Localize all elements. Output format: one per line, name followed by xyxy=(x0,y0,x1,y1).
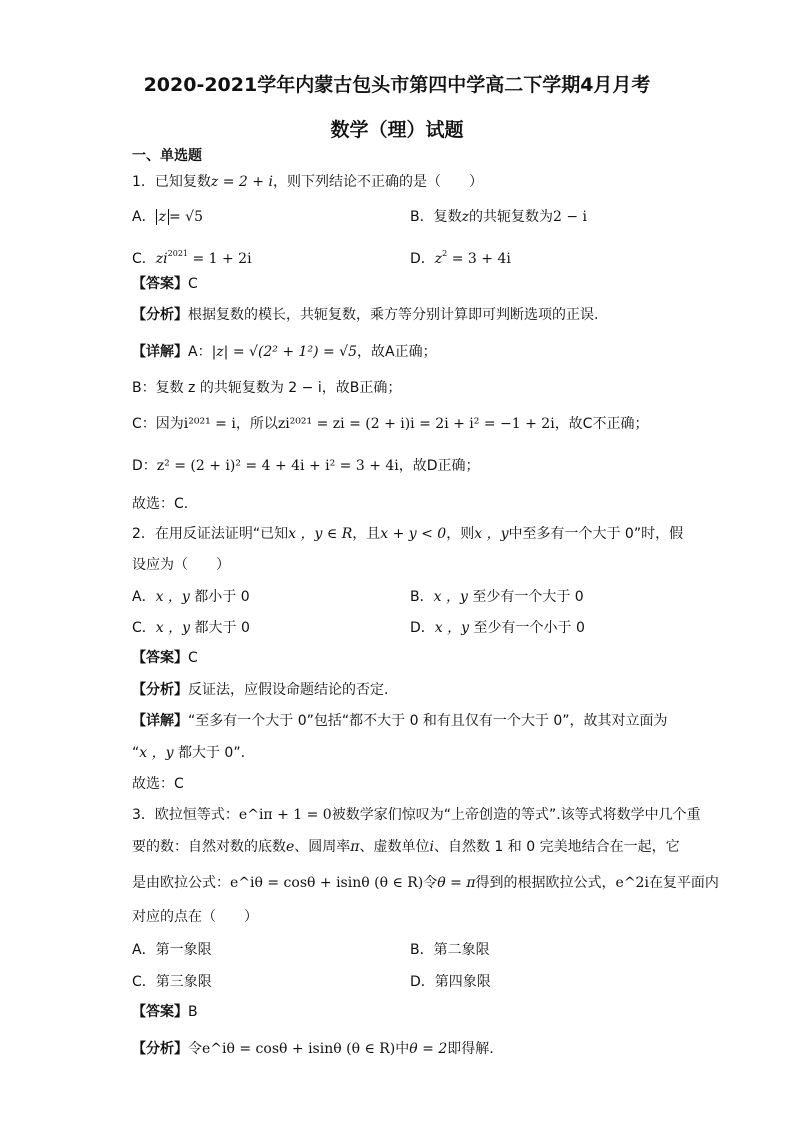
q1-answer-value: C xyxy=(188,276,198,292)
q1-option-d-rhs: = 3 + 4i xyxy=(451,251,511,267)
analysis-label: 【分析】 xyxy=(132,307,188,323)
q3-stem-line3-pre: 是由欧拉公式： xyxy=(132,875,230,891)
q2-stem-vars: x ，y ∈ R xyxy=(288,526,353,542)
q2-stem-vars2: x ，y xyxy=(474,526,509,542)
q2-detail-line2 xyxy=(132,743,245,763)
q3-analysis-mid: 中 xyxy=(395,1041,410,1057)
q1-detail-a-pre: A： xyxy=(188,344,212,360)
q2-option-d-label: D． xyxy=(410,620,435,636)
q3-analysis-cond: θ = 2 xyxy=(409,1041,448,1057)
q1-detail-a-expr: |z| = √(2² + 1²) = √5 xyxy=(211,344,357,360)
q2-analysis xyxy=(132,680,388,700)
analysis-label: 【分析】 xyxy=(132,1041,188,1057)
q2-detail-line1-text: “至多有一个大于 0”包括“都不大于 0 和有且仅有一个大于 0”，故其对立面为 xyxy=(188,713,668,729)
q2-stem-pre: 2．在用反证法证明“已知 xyxy=(132,526,289,542)
q2-option-c-label: C． xyxy=(132,620,156,636)
q2-stem-post: 中至多有一个大于 0”时，假 xyxy=(508,526,684,542)
analysis-label: 【分析】 xyxy=(132,682,188,698)
q3-analysis-post: 即得解. xyxy=(447,1041,494,1057)
q2-stem-mid1: ，且 xyxy=(352,526,381,542)
detail-label: 【详解】 xyxy=(132,344,188,360)
q1-answer xyxy=(132,274,198,294)
answer-label: 【答案】 xyxy=(132,1004,188,1020)
section-heading: 一、单选题 xyxy=(132,148,202,164)
q1-detail-d xyxy=(132,456,480,476)
q1-option-c-sup: 2021 xyxy=(167,249,188,258)
q2-option-c-vars: x ，y xyxy=(155,620,191,636)
q2-conclusion: 故选：C xyxy=(132,776,184,792)
q3-stem-line3-post: 得到的根据欧拉公式， xyxy=(475,875,616,891)
q3-analysis xyxy=(132,1039,494,1059)
q1-option-d xyxy=(410,244,511,269)
q3-stem-line1 xyxy=(132,805,701,825)
q1-option-d-base: z xyxy=(434,251,443,267)
q1-option-c-rhs: = 1 + 2i xyxy=(192,251,252,267)
q1-option-a-label: A． xyxy=(132,209,156,225)
q2-stem-cond: x + y < 0 xyxy=(380,526,447,542)
q2-detail-line2-post: 都大于 0”. xyxy=(177,745,246,761)
q3-stem-line2-post: 、自然数 1 和 0 完美地结合在一起，它 xyxy=(433,839,680,855)
q2-option-b-vars: x ，y xyxy=(433,589,468,605)
q1-detail-a-post: ，故A正确； xyxy=(357,344,437,360)
q2-stem xyxy=(132,524,683,544)
q1-detail-c-expr2: zi²⁰²¹ = zi = (2 + i)i = 2i + i² = −1 + 2i xyxy=(277,416,555,432)
q1-option-c xyxy=(132,244,252,269)
q3-answer xyxy=(132,1002,198,1022)
q2-option-a-vars: x ，y xyxy=(155,589,190,605)
q3-stem-line4: 对应的点在（ ） xyxy=(132,909,258,925)
q1-option-b-text: 的共轭复数为 xyxy=(469,209,553,225)
q1-stem-post: ，则下列结论不正确的是（ ） xyxy=(272,174,483,190)
document-title-line1: 2020-2021学年内蒙古包头市第四中学高二下学期4月月考 xyxy=(143,74,651,96)
q1-analysis xyxy=(132,305,598,325)
q2-analysis-text: 反证法，应假设命题结论的否定. xyxy=(188,682,389,698)
q3-option-a: A．第一象限 xyxy=(132,942,212,958)
q1-detail-c-expr1: i²⁰²¹ = i xyxy=(183,416,236,432)
q2-stem-line2: 设应为（ ） xyxy=(132,557,230,573)
q1-option-b xyxy=(410,207,587,227)
q1-option-b-var: z xyxy=(461,209,469,225)
q1-option-b-label: B．复数 xyxy=(410,209,462,225)
q1-option-c-base: zi xyxy=(155,251,168,267)
q1-detail-c-pre: C：因为 xyxy=(132,416,184,432)
q3-option-c: C．第三象限 xyxy=(132,974,212,990)
q2-option-b-text: 至少有一个大于 0 xyxy=(472,589,584,605)
q3-stem-line3 xyxy=(132,873,719,893)
q2-answer-value: C xyxy=(188,650,198,666)
q2-detail-line2-pre: “ xyxy=(132,745,140,761)
q2-option-c xyxy=(132,618,250,638)
q1-detail-c xyxy=(132,414,648,434)
q3-stem-line3-expr: e^iθ = cosθ + isinθ (θ ∈ R) xyxy=(230,875,424,891)
q3-stem-line2-mid1: 、圆周率 xyxy=(294,839,351,855)
q2-answer xyxy=(132,648,198,668)
q3-option-d: D．第四象限 xyxy=(410,974,491,990)
q1-option-c-label: C． xyxy=(132,251,156,267)
q2-option-a-label: A． xyxy=(132,589,156,605)
q3-stem-line2-i: i xyxy=(429,839,434,855)
q3-analysis-expr: e^iθ = cosθ + isinθ (θ ∈ R) xyxy=(202,1041,396,1057)
q3-option-b: B．第二象限 xyxy=(410,942,490,958)
q1-conclusion: 故选：C. xyxy=(132,496,189,512)
q1-detail-c-post: ，故C不正确； xyxy=(554,416,649,432)
q2-option-a-text: 都小于 0 xyxy=(194,589,250,605)
q2-option-c-text: 都大于 0 xyxy=(194,620,250,636)
q1-analysis-text: 根据复数的模长，共轭复数，乘方等分别计算即可判断选项的正误. xyxy=(188,307,599,323)
q2-option-d xyxy=(410,618,585,638)
q1-option-b-expr: 2 − i xyxy=(553,209,588,225)
q2-option-b xyxy=(410,587,584,607)
q3-analysis-pre: 令 xyxy=(188,1041,202,1057)
q3-stem-line2-pre: 要的数：自然对数的底数 xyxy=(132,839,286,855)
q1-option-d-sup: 2 xyxy=(442,249,448,258)
answer-label: 【答案】 xyxy=(132,276,188,292)
q2-option-d-text: 至少有一个小于 0 xyxy=(473,620,585,636)
q2-detail-line1 xyxy=(132,711,668,731)
q3-stem-line3-e2: e^2i xyxy=(615,875,649,891)
q3-stem-line2 xyxy=(132,837,680,857)
q3-stem-line2-mid2: 、虚数单位 xyxy=(359,839,430,855)
q3-stem-line3-cond: θ = π xyxy=(437,875,476,891)
q1-detail-c-mid: ，所以 xyxy=(235,416,278,432)
q1-option-a xyxy=(132,207,203,227)
q3-stem-line2-pi: π xyxy=(350,839,360,855)
q1-detail-d-expr: z² = (2 + i)² = 4 + 4i + i² = 3 + 4i xyxy=(156,458,399,474)
q1-stem-pre: 1．已知复数 xyxy=(132,174,211,190)
detail-label: 【详解】 xyxy=(132,713,188,729)
q3-answer-value: B xyxy=(188,1004,198,1020)
q3-stem-post: 被数学家们惊叹为“上帝创造的等式”.该等式将数学中几个重 xyxy=(331,807,701,823)
q3-stem-line3-end: 在复平面内 xyxy=(648,875,719,891)
answer-label: 【答案】 xyxy=(132,650,188,666)
q3-stem-line2-e: e xyxy=(286,839,295,855)
q3-stem-line3-mid: 令 xyxy=(423,875,438,891)
q1-option-a-rhs: = √5 xyxy=(168,209,203,225)
q2-option-d-vars: x ，y xyxy=(434,620,470,636)
q2-option-a xyxy=(132,587,250,607)
q1-detail-d-post: ，故D正确； xyxy=(398,458,480,474)
q1-detail-a xyxy=(132,342,437,362)
q1-option-d-label: D． xyxy=(410,251,435,267)
q1-stem xyxy=(132,172,483,192)
q3-stem-expr: e^iπ + 1 = 0 xyxy=(238,807,332,823)
q2-option-b-label: B． xyxy=(410,589,434,605)
q2-stem-mid2: ，则 xyxy=(446,526,475,542)
q1-stem-expr: z = 2 + i xyxy=(210,174,273,190)
q1-detail-d-pre: D： xyxy=(132,458,157,474)
q3-stem-pre: 3．欧拉恒等式： xyxy=(132,807,239,823)
q1-option-a-abs: z xyxy=(156,209,169,225)
document-title-line2: 数学（理）试题 xyxy=(330,119,464,141)
q1-detail-b: B：复数 z 的共轭复数为 2 − i，故B正确； xyxy=(132,380,402,396)
q2-detail-line2-vars: x ，y xyxy=(139,745,174,761)
